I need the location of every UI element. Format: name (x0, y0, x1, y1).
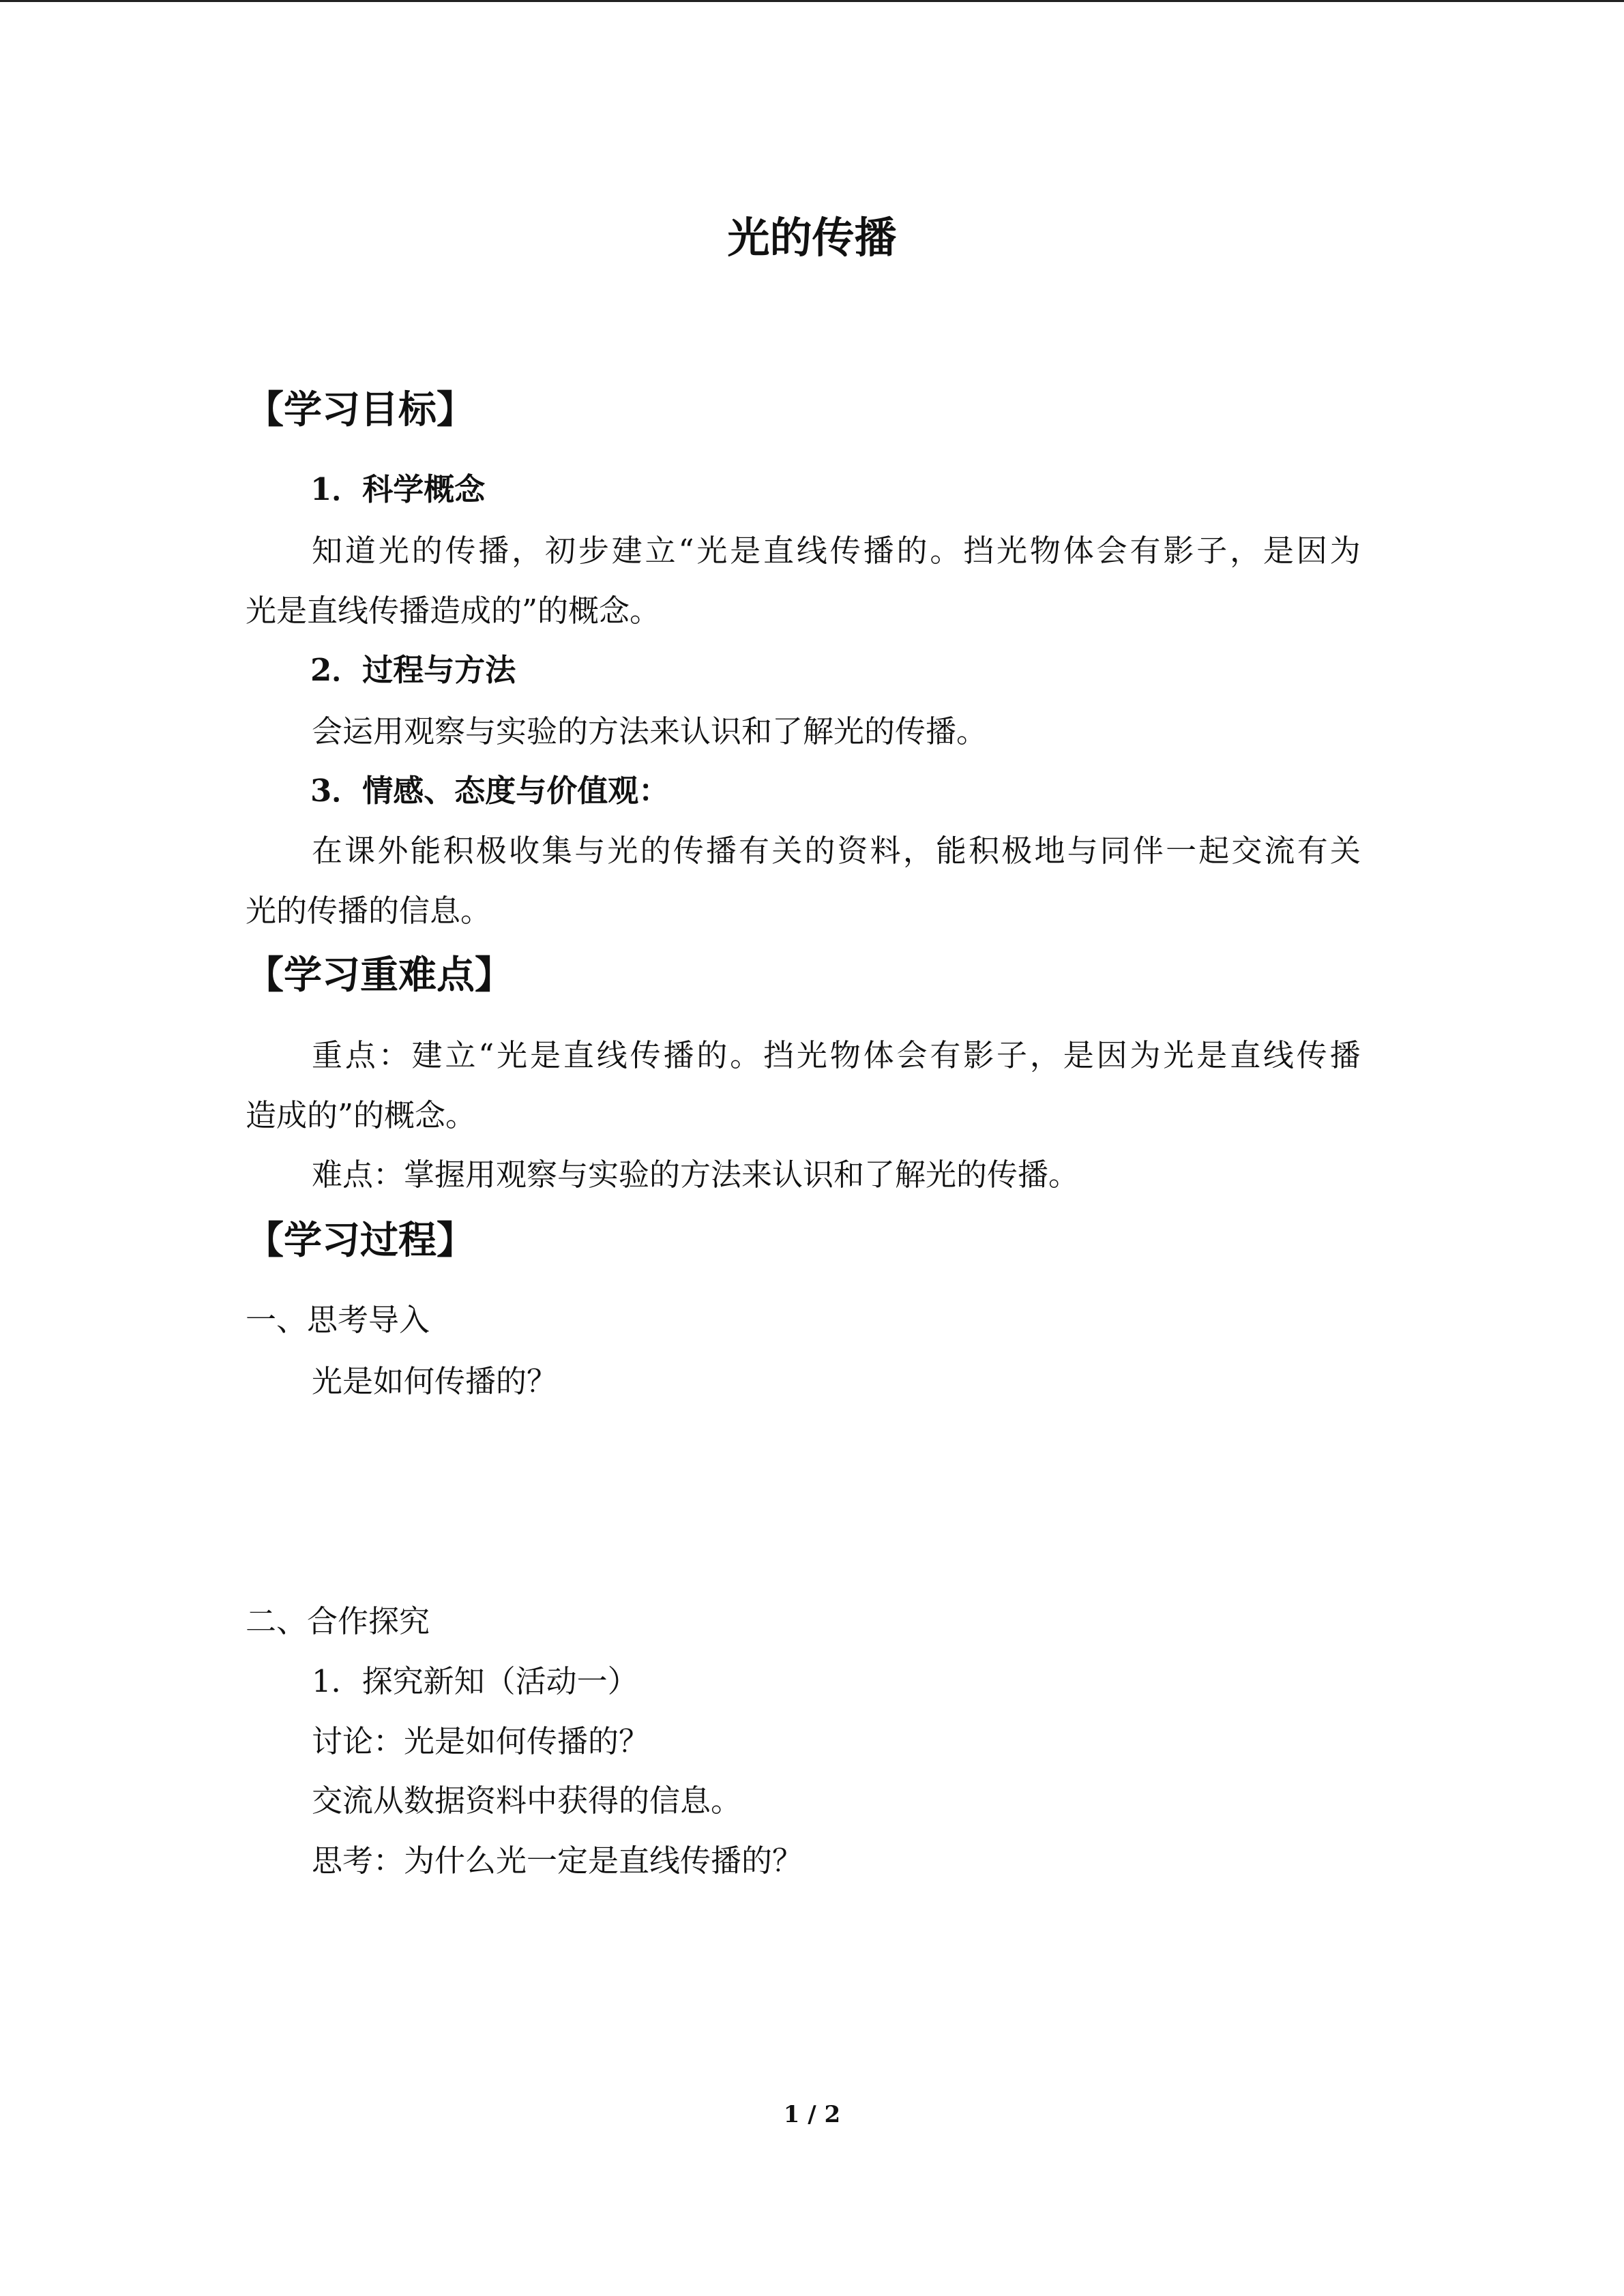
section-heading-keypoints: 【学习重难点】 (246, 953, 513, 998)
process-part-2-line-3: 交流从数据资料中获得的信息。 (312, 1783, 742, 1819)
keypoint-line-3: 难点：掌握用观察与实验的方法来认识和了解光的传播。 (312, 1157, 1080, 1193)
page-number: 1 / 2 (783, 2101, 841, 2128)
section-heading-process: 【学习过程】 (246, 1219, 475, 1263)
goal-2-line-1: 会运用观察与实验的方法来认识和了解光的传播。 (312, 713, 988, 749)
goal-label-3: 3．情感、态度与价值观： (310, 773, 670, 809)
section-heading-goals: 【学习目标】 (246, 388, 475, 432)
goal-label-1: 1．科学概念 (310, 471, 486, 507)
goal-1-line-1: 知 道 光 的 传 播 ， 初 步 建 立 “ 光 是 直 线 传 播 的 。 挡 光 物 体 会 有 影 子 ， 是 因 为 (312, 533, 1361, 569)
keypoint-line-1: 重 点 ： 建 立 “ 光 是 直 线 传 播 的 。 挡 光 物 体 会 有 影 子 ， 是 因 为 光 是 直 线 传 播 (312, 1037, 1361, 1073)
top-border-line (0, 0, 1624, 2)
keypoint-line-2: 造成的”的概念。 (246, 1097, 477, 1133)
goal-3-line-2: 光的传播的信息。 (246, 893, 492, 929)
process-part-2-line-1: 1．探究新知（活动一） (312, 1663, 638, 1699)
process-part-1-heading: 一、思考导入 (246, 1302, 430, 1338)
page-title: 光的传播 (727, 213, 897, 263)
process-part-2-line-4: 思考：为什么光一定是直线传播的？ (312, 1843, 803, 1879)
process-part-2-heading: 二、合作探究 (246, 1603, 430, 1639)
goal-label-2: 2．过程与方法 (310, 652, 516, 688)
process-part-2-line-2: 讨论：光是如何传播的？ (312, 1723, 650, 1759)
goal-1-line-2: 光是直线传播造成的”的概念。 (246, 593, 661, 629)
process-part-1-question: 光是如何传播的？ (312, 1363, 558, 1399)
goal-3-line-1: 在 课 外 能 积 极 收 集 与 光 的 传 播 有 关 的 资 料 ， 能 积 极 地 与 同 伴 一 起 交 流 有 关 (312, 833, 1361, 869)
